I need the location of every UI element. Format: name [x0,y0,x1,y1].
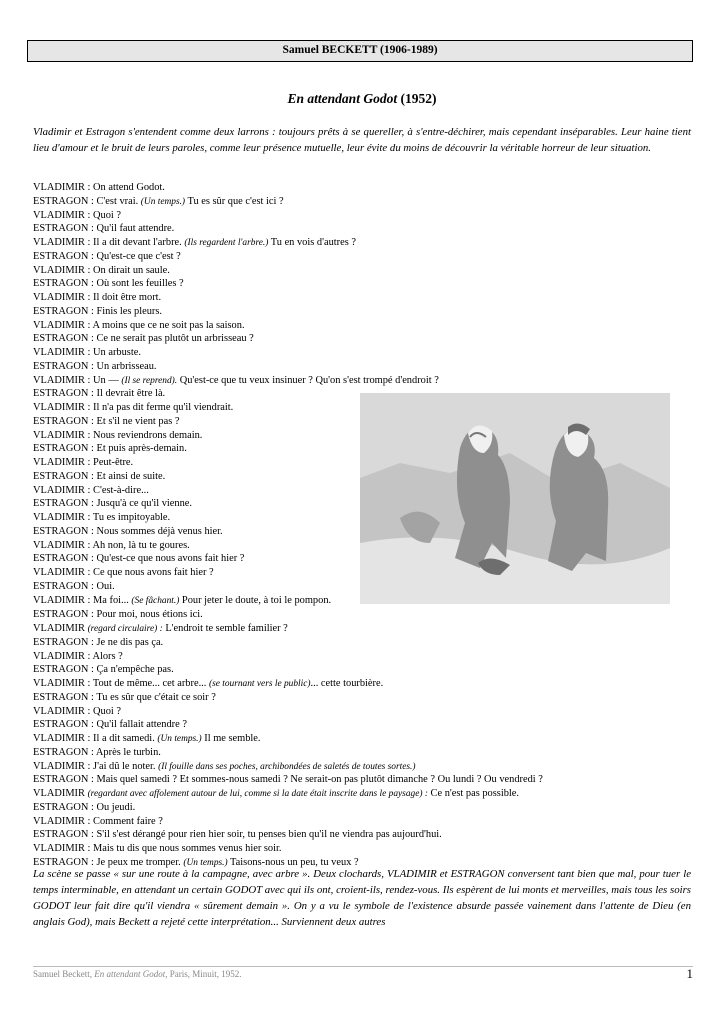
dialogue-line [33,636,693,650]
dialogue-text: Taisons-nous un peu, tu veux ? [227,856,359,868]
dialogue-text: Un — [90,374,122,386]
speaker-name: ESTRAGON : [33,443,94,455]
summary-paragraph: La scène se passe « sur une route à la campagne, avec arbre ». Deux clochards, VLADIMIR et ESTRAGON conversent tant bien que mal, pour tuer le temps interminable, en attendant un certain GODOT avec qui ils ont, croient-ils, rendez-vous. Ils espèrent de lui monts et merveilles, mais tous les soirs GODOT leur fait dire qu'il viendra « sûrement demain ». On y a vu le symbole de l'existence absurde passée vainement dans l'attente de Dieu (en anglais God), mais Beckett a rejeté cette interprétation... Surviennent deux autres [33,868,691,928]
speaker-name: ESTRAGON : [33,719,94,731]
speaker-name: VLADIMIR : [33,705,91,717]
dialogue-line [33,305,693,319]
dialogue-text: C'est vrai. [93,195,141,207]
dialogue-text: Ce n'est pas possible. [427,788,520,799]
speaker-name: ESTRAGON : [33,774,94,786]
footer-divider [33,966,693,967]
dialogue-text: Alors ? [90,650,123,662]
dialogue-text: Il doit être mort. [90,292,162,303]
work-year: (1952) [400,91,437,106]
dialogue-text: S'il s'est dérangé pour rien hier soir, tu penses bien qu'il ne viendra pas aujourd'hui. [93,829,442,841]
dialogue-text: Où sont les feuilles ? [93,278,184,290]
dialogue-text: Tu es sûr que c'est ici ? [185,195,284,207]
speaker-name: VLADIMIR : [33,374,91,386]
dialogue-text: Après le turbin. [93,746,161,758]
speaker-name: ESTRAGON : [33,223,94,235]
dialogue-line [33,718,693,732]
dialogue-text: Ma foi... [90,594,132,606]
dialogue-text: Nous sommes déjà venus hier. [93,525,223,537]
dialogue-text: Il n'a pas dit ferme qu'il viendrait. [90,402,234,413]
actors-photo [360,393,670,604]
speaker-name: VLADIMIR : [33,760,91,772]
dialogue-text: Ce ne serait pas plutôt un arbrisseau ? [93,333,254,345]
stage-direction: (Il fouille dans ses poches, archibondées de saletés de toutes sortes.) [158,761,416,772]
dialogue-line [33,746,693,760]
dialogue-line [33,663,693,677]
dialogue-line [33,608,693,622]
stage-direction: (Un temps.) [140,196,186,207]
dialogue-text: A moins que ce ne soit pas la saison. [90,319,245,331]
speaker-name: VLADIMIR : [33,402,91,413]
dialogue-text: Il devrait être là. [93,388,166,400]
speaker-name: VLADIMIR : [33,843,91,854]
dialogue-text: Qu'il faut attendre. [93,223,175,235]
speaker-name: VLADIMIR : [33,264,91,276]
speaker-name: ESTRAGON : [33,333,94,345]
dialogue-line [33,732,693,746]
dialogue-text: Qu'est-ce que c'est ? [93,250,181,262]
dialogue-text: Il me semble. [201,733,261,744]
speaker-name: VLADIMIR [33,788,85,799]
speaker-name: ESTRAGON : [33,305,94,317]
dialogue-text: Qu'est-ce que tu veux insinuer ? Qu'on s'est trompé d'endroit ? [177,374,439,386]
dialogue-text: Quoi ? [90,209,122,221]
dialogue-line [33,828,693,842]
dialogue-line [33,677,693,691]
dialogue-text: Il a dit devant l'arbre. [90,237,185,248]
page-title [0,91,724,107]
dialogue-text: ... cette tourbière. [310,678,384,689]
speaker-name: ESTRAGON : [33,498,94,510]
dialogue-text: Jusqu'à ce qu'il vienne. [93,498,193,510]
stage-direction: (regard circulaire) : [87,624,163,634]
dialogue-text: Il a dit samedi. [90,733,158,744]
page-number: 1 [686,966,693,981]
speaker-name: ESTRAGON : [33,691,94,703]
dialogue-text: Quoi ? [90,705,122,717]
dialogue-line [33,236,693,250]
dialogue-text: Pour moi, nous étions ici. [93,609,203,621]
dialogue-line [33,291,693,305]
speaker-name: ESTRAGON : [33,360,94,372]
speaker-name: ESTRAGON : [33,525,94,537]
author-header-text: Samuel BECKETT (1906-1989) [282,44,438,56]
stage-direction: (Un temps.) [157,734,202,744]
dialogue-text: Ah non, là tu te goures. [90,539,190,551]
speaker-name: VLADIMIR : [33,484,91,496]
dialogue-text: Mais quel samedi ? Et sommes-nous samedi ? Ne serait-on pas plutôt dimanche ? Ou lundi ? Ou vendredi ? [93,774,543,786]
dialogue-text: Un arbrisseau. [93,360,157,372]
dialogue-text: Peut-être. [90,457,134,468]
speaker-name: ESTRAGON : [33,746,94,758]
dialogue-text: Tu en vois d'autres ? [268,237,356,248]
stage-direction: (Ils regardent l'arbre.) [184,238,269,248]
speaker-name: ESTRAGON : [33,664,94,676]
speaker-name: ESTRAGON : [33,388,94,400]
footer-work: En attendant Godot [94,969,166,979]
dialogue-line [33,650,693,664]
speaker-name: ESTRAGON : [33,829,94,841]
dialogue-line [33,319,693,333]
dialogue-text: Tu es sûr que c'était ce soir ? [93,691,216,703]
footer-reference [33,969,242,979]
dialogue-line [33,209,693,223]
dialogue-text: Je ne dis pas ça. [93,636,164,648]
dialogue-text: On dirait un saule. [90,264,170,276]
speaker-name: VLADIMIR : [33,539,91,551]
speaker-name: ESTRAGON : [33,609,94,621]
dialogue-text: Un arbuste. [90,347,141,358]
dialogue-line [33,222,693,236]
speaker-name: ESTRAGON : [33,415,94,427]
speaker-name: ESTRAGON : [33,580,94,592]
speaker-name: VLADIMIR : [33,292,91,303]
dialogue-line [33,787,693,801]
intro-paragraph: Vladimir et Estragon s'entendent comme deux larrons : toujours prêts à se quereller, à s'entre-déchirer, mais cependant inséparables. Leur haine tient lieu d'amour et le bruit de leurs paroles, comme leur présence mutuelle, leur évite du moins de découvrir la véritable horreur de leur situation. [33,126,691,154]
dialogue-line [33,264,693,278]
speaker-name: VLADIMIR : [33,733,91,744]
speaker-name: VLADIMIR : [33,209,91,221]
dialogue-text: Nous reviendrons demain. [90,429,203,441]
stage-direction: (Se fâchant.) [131,595,180,606]
dialogue-line [33,250,693,264]
dialogue-line [33,815,693,829]
stage-direction: (regardant avec affolement autour de lui, comme si la date était inscrite dans le paysage) : [87,789,428,799]
speaker-name: VLADIMIR : [33,319,91,331]
speaker-name: ESTRAGON : [33,856,94,868]
speaker-name: VLADIMIR : [33,650,91,662]
dialogue-text: Qu'il fallait attendre ? [93,719,187,731]
dialogue-text: Pour jeter le doute, à toi le pompon. [179,594,332,606]
speaker-name: VLADIMIR : [33,182,91,193]
dialogue-line [33,760,693,774]
dialogue-text: Ça n'empêche pas. [93,664,174,676]
stage-direction: (Il se reprend). [121,375,178,386]
dialogue-line [33,842,693,856]
dialogue-line [33,360,693,374]
dialogue-text: Oui. [93,580,115,592]
dialogue-line [33,277,693,291]
speaker-name: ESTRAGON : [33,278,94,290]
speaker-name: VLADIMIR : [33,429,91,441]
dialogue-line [33,332,693,346]
dialogue-line [33,622,693,636]
dialogue-line [33,773,693,787]
dialogue-line [33,195,693,209]
footer-publisher: , Paris, Minuit, 1952. [165,969,242,979]
speaker-name: VLADIMIR : [33,237,91,248]
speaker-name: ESTRAGON : [33,553,94,565]
speaker-name: VLADIMIR : [33,815,91,827]
dialogue-line [33,181,693,195]
speaker-name: ESTRAGON : [33,470,94,482]
dialogue-text: Mais tu dis que nous sommes venus hier soir. [90,843,282,854]
dialogue-text: Ou jeudi. [93,801,136,813]
dialogue-line [33,801,693,815]
speaker-name: ESTRAGON : [33,250,94,262]
author-header [27,40,693,62]
speaker-name: VLADIMIR : [33,678,91,689]
dialogue-line [33,594,350,609]
dialogue-text: L'endroit te semble familier ? [162,623,288,634]
speaker-name: VLADIMIR : [33,594,91,606]
speaker-name: VLADIMIR : [33,457,91,468]
dialogue-line [33,705,693,719]
speaker-name: ESTRAGON : [33,636,94,648]
stage-direction: (Un temps.) [183,857,228,868]
dialogue-text: Et ainsi de suite. [93,470,166,482]
dialogue-text: J'ai dû le noter. [90,760,159,772]
dialogue-text: Et puis après-demain. [93,443,187,455]
dialogue-text: Tout de même... cet arbre... [90,678,209,689]
dialogue-text: On attend Godot. [90,182,165,193]
speaker-name: VLADIMIR : [33,567,91,578]
dialogue-text: Je peux me tromper. [93,856,184,868]
work-title: En attendant Godot [287,91,398,106]
dialogue-line [33,691,693,705]
dialogue-text: Qu'est-ce que nous avons fait hier ? [93,553,245,565]
dialogue-text: Comment faire ? [90,815,163,827]
speaker-name: VLADIMIR : [33,347,91,358]
dialogue-line [33,346,693,360]
stage-direction: (se tournant vers le public) [208,679,311,689]
dialogue-text: Tu es impitoyable. [90,512,171,523]
speaker-name: VLADIMIR [33,623,85,634]
dialogue-text: C'est-à-dire... [90,484,149,496]
dialogue-text: Finis les pleurs. [93,305,163,317]
dialogue-text: Ce que nous avons fait hier ? [90,567,214,578]
speaker-name: VLADIMIR : [33,512,91,523]
footer-author: Samuel Beckett, [33,969,95,979]
speaker-name: ESTRAGON : [33,195,94,207]
dialogue-line [33,374,693,388]
dialogue-text: Et s'il ne vient pas ? [93,415,180,427]
speaker-name: ESTRAGON : [33,801,94,813]
